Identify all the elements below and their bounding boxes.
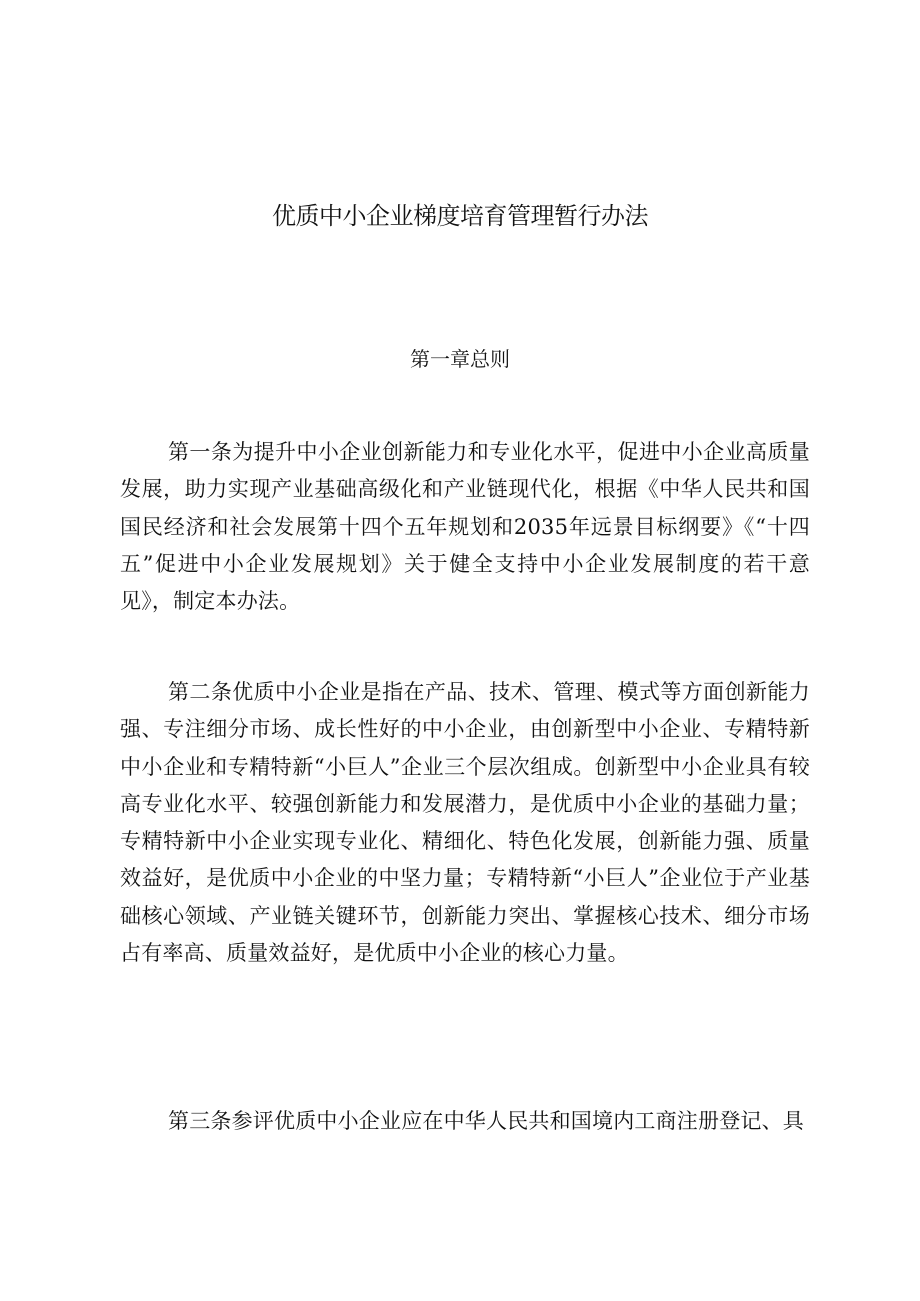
document-title: 优质中小企业梯度培育管理暂行办法 <box>272 202 648 230</box>
article-paragraph: 第二条优质中小企业是指在产品、技术、管理、模式等方面创新能力强、专注细分市场、成长性好的中小企业，由创新型中小企业、专精特新中小企业和专精特新“小巨人”企业三个层次组成。创新型中小企业具有较高专业化水平、较强创新能力和发展潜力，是优质中小企业的基础力量；专精特新中小企业实现专业化、精细化、特色化发展，创新能力强、质量效益好，是优质中小企业的中坚力量；专精特新“小巨人”企业位于产业基础核心领域、产业链关键环节，创新能力突出、掌握核心技术、细分市场占有率高、质量效益好，是优质中小企业的核心力量。 <box>120 680 810 966</box>
article-paragraph: 第三条参评优质中小企业应在中华人民共和国境内工商注册登记、具 <box>168 1109 804 1133</box>
article-paragraph: 第一条为提升中小企业创新能力和专业化水平，促进中小企业高质量发展，助力实现产业基础高级化和产业链现代化，根据《中华人民共和国国民经济和社会发展第十四个五年规划和2035年远景目标纲要》《“十四五”促进中小企业发展规划》关于健全支持中小企业发展制度的若干意见》，制定本办法。 <box>120 440 810 614</box>
chapter-title: 第一章总则 <box>410 347 510 371</box>
